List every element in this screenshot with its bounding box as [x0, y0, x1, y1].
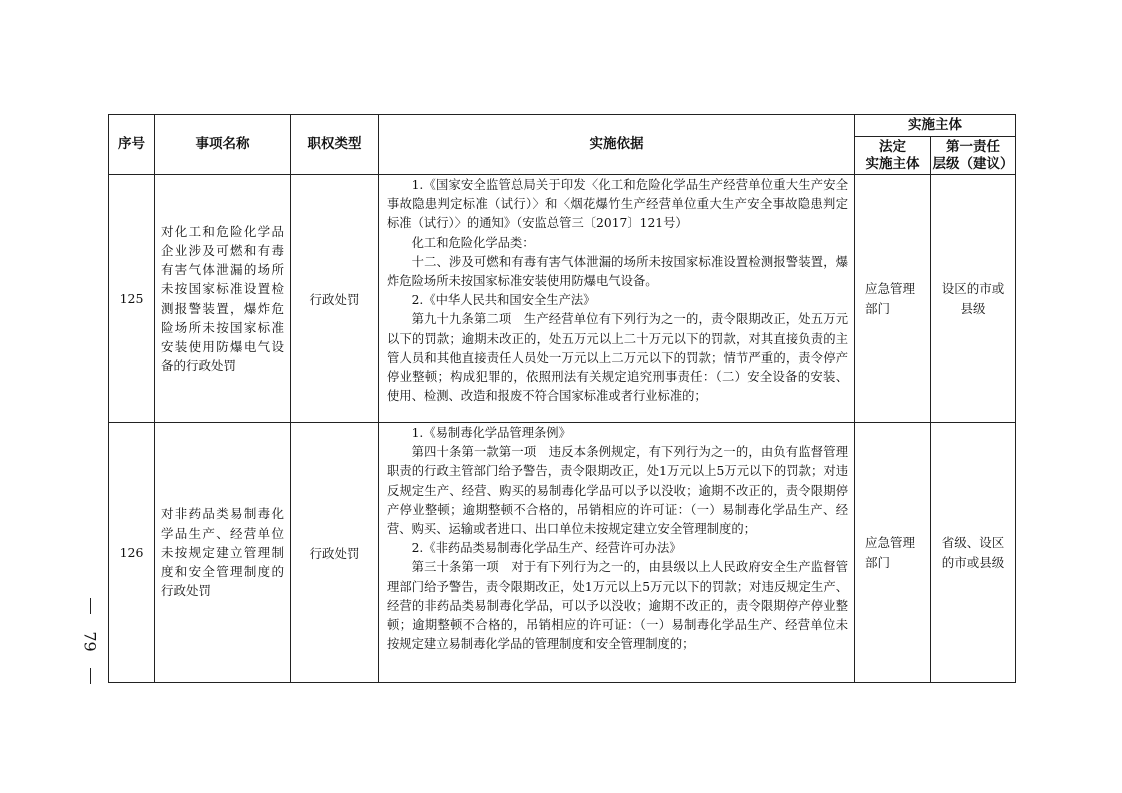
basis-paragraph: 十二、涉及可燃和有毒有害气体泄漏的场所未按国家标准设置检测报警装置，爆炸危险场所未按国家标准安装使用防爆电气设备。: [387, 254, 848, 289]
header-basis: 实施依据: [379, 115, 855, 175]
header-seq: 序号: [109, 115, 155, 175]
basis-paragraph: 第四十条第一款第一项 违反本条例规定，有下列行为之一的，由负有监督管理职责的行政主管部门给予警告，责令限期改正，处1万元以上5万元以下的罚款；对违反规定生产、经营、购买的易制毒化学品可以予以没收；逾期不改正的，责令限期停产停业整顿；逾期整顿不合格的，吊销相应的许可证：（一）易制毒化学品生产、经营、购买、运输或者进口、出口单位未按规定建立安全管理制度的；: [387, 445, 848, 537]
header-name: 事项名称: [155, 115, 291, 175]
row-basis: [379, 423, 855, 683]
basis-paragraph: 第九十九条第二项 生产经营单位有下列行为之一的，责令限期改正，处五万元以下的罚款；逾期未改正的，处五万元以上二十万元以下的罚款，对其直接负责的主管人员和其他直接责任人员处一万元以上二万元以下的罚款；情节严重的，责令停产停业整顿；构成犯罪的，依照刑法有关规定追究刑事责任：（二）安全设备的安装、使用、检测、改造和报废不符合国家标准或者行业标准的；: [387, 312, 848, 404]
row-seq: 125: [109, 175, 155, 423]
row-level: 设区的市或县级: [931, 175, 1016, 423]
row-item-name: 对非药品类易制毒化学品生产、经营单位未按规定建立管理制度和安全管理制度的行政处罚: [155, 423, 291, 683]
basis-paragraph: 第三十条第一项 对于有下列行为之一的，由县级以上人民政府安全生产监督管理部门给予警告，责令限期改正，处1万元以上5万元以下的罚款；对违反规定生产、经营的非药品类易制毒化学品，可以予以没收；逾期不改正的，责令限期停产停业整顿；逾期整顿不合格的，吊销相应的许可证：（一）易制毒化学品生产、经营单位未按规定建立易制毒化学品的管理制度和安全管理制度的；: [387, 560, 848, 652]
row-authority: 应急管理部门: [855, 175, 931, 423]
row-authority: 应急管理部门: [855, 423, 931, 683]
header-subject: 实施主体: [855, 115, 1016, 137]
header-level: [931, 137, 1016, 175]
row-basis: [379, 175, 855, 423]
row-item-name: 对化工和危险化学品企业涉及可燃和有毒有害气体泄漏的场所未按国家标准设置检测报警装置，爆炸危险场所未按国家标准安装使用防爆电气设备的行政处罚: [155, 175, 291, 423]
header-legal-subject-line1: 法定: [879, 138, 906, 155]
page-number: 79: [80, 630, 100, 652]
header-legal-subject: [855, 137, 931, 175]
page-number-margin: [72, 598, 108, 684]
header-legal-subject-line2: 实施主体: [865, 155, 920, 172]
basis-paragraph: 2.《非药品类易制毒化学品生产、经营许可办法》: [411, 541, 682, 556]
basis-paragraph: 1.《易制毒化学品管理条例》: [411, 426, 571, 440]
header-type: 职权类型: [291, 115, 379, 175]
header-level-line2: 层级（建议）: [932, 155, 1014, 172]
enforcement-table: [108, 114, 1016, 683]
page-number-dash-top: [90, 598, 91, 614]
basis-paragraph: 2.《中华人民共和国安全生产法》: [411, 293, 596, 308]
basis-paragraph: 1.《国家安全监管总局关于印发〈化工和危险化学品生产经营单位重大生产安全事故隐患判定标准（试行）〉和〈烟花爆竹生产经营单位重大生产安全事故隐患判定标准（试行）〉的通知》（安监总管三〔2017〕121号）: [387, 178, 848, 231]
page-number-dash-bottom: [90, 668, 91, 684]
row-power-type: 行政处罚: [291, 175, 379, 423]
basis-paragraph: 化工和危险化学品类：: [411, 235, 535, 250]
table-row: [109, 423, 1016, 683]
header-level-line1: 第一责任: [946, 138, 1000, 155]
table-row: [109, 175, 1016, 423]
row-seq: 126: [109, 423, 155, 683]
row-power-type: 行政处罚: [291, 423, 379, 683]
row-level: 省级、设区的市或县级: [931, 423, 1016, 683]
